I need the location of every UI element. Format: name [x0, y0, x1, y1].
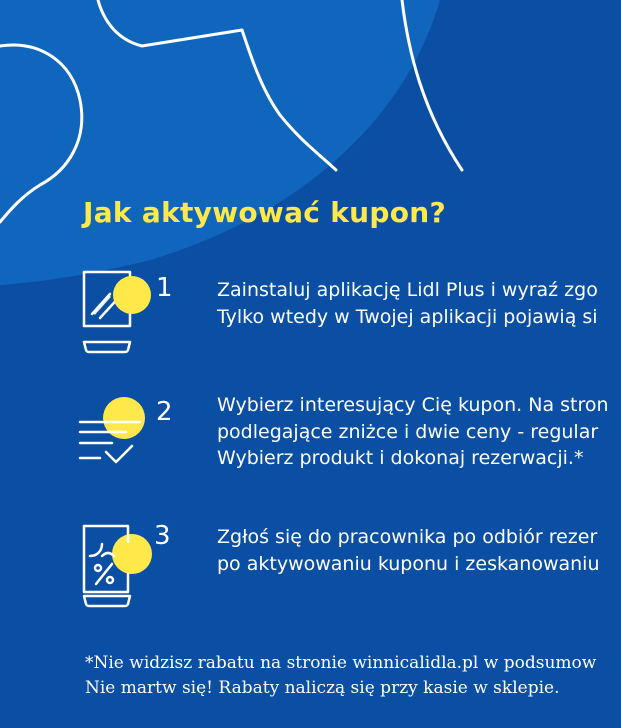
step-2-line-3: Wybierz produkt i dokonaj rezerwacji.*: [217, 447, 584, 469]
step-2-text: [217, 392, 609, 472]
step-1-text: [217, 277, 598, 330]
step-3-line-2: po aktywowaniu kuponu i zeskanowaniu: [217, 552, 600, 575]
footnote-line-1: *Nie widzisz rabatu na stronie winnicalidla.pl w podsumow: [85, 653, 597, 673]
page-title: Jak aktywować kupon?: [83, 196, 447, 229]
footnote-line-2: Nie martw się! Rabaty naliczą się przy kasie w sklepie.: [85, 678, 560, 698]
step-1-number: 1: [156, 273, 173, 303]
step-2-number: 2: [156, 397, 173, 427]
step-3-text: [217, 524, 600, 577]
step-1-line-1: Zainstaluj aplikację Lidl Plus i wyraź zgo: [217, 279, 598, 301]
footnote: [85, 651, 596, 701]
step-2-line-1: Wybierz interesujący Cię kupon. Na stron: [217, 394, 609, 416]
step-2-line-2: podlegające zniżce i dwie ceny - regular: [217, 420, 599, 443]
step-3-line-1: Zgłoś się do pracownika po odbiór rezer: [217, 526, 598, 548]
step-1-line-2: Tylko wtedy w Twojej aplikacji pojawią si: [217, 305, 598, 328]
step-3-number: 3: [154, 521, 171, 551]
